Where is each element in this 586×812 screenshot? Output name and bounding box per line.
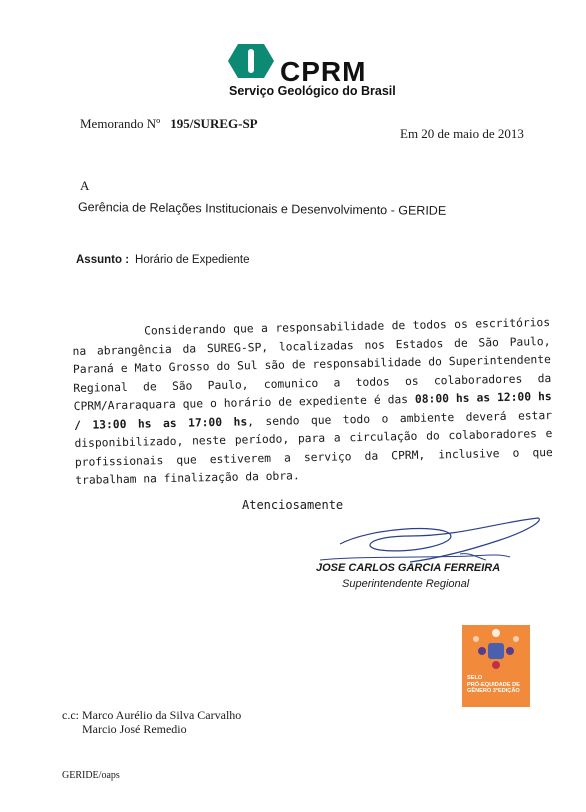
footer-reference: GERIDE/oaps [62, 770, 120, 781]
logo-subtitle: Serviço Geológico do Brasil [229, 84, 396, 98]
body-part2: , sendo que todo o ambiente deverá estar disponibilizado, neste período, para a circulação do colaboradores e profissionais que estiverem a serviço da CPRM, inclusive o que trabalham na finalização da obra. [74, 408, 553, 487]
cprm-logo-icon [228, 44, 274, 78]
memo-label: Memorando Nº [80, 116, 161, 131]
subject-line [76, 254, 249, 266]
memo-number: 195/SUREG-SP [170, 116, 258, 131]
signer-title: Superintendente Regional [342, 578, 470, 590]
carbon-copy [62, 708, 241, 736]
cc-first: Marco Aurélio da Silva Carvalho [82, 708, 242, 722]
cc-label: c.c: [62, 708, 79, 722]
seal-line3: GÊNERO 3ªEDIÇÃO [467, 688, 520, 695]
seal-text [467, 675, 529, 695]
body-hours: 08:00 hs as 12:00 hs / 13:00 hs as 17:00 hs [73, 389, 552, 432]
recipient-name: Gerência de Relações Institucionais e Desenvolvimento - GERIDE [77, 200, 447, 218]
body-part1: Considerando que a responsabilidade de todos os escritórios na abrangência da SUREG-SP, localizadas nos Estados de São Paulo, Paraná e Mato Grosso do Sul são de responsabilidade do Superintendente Regional de São Paulo, comunico a todos os colaboradores da CPRM/Araraquara que o horário de expediente é das [72, 315, 552, 413]
memo-body [72, 314, 553, 490]
logo-name: CPRM [280, 56, 367, 87]
memo-number-line [80, 116, 258, 132]
signer-name: JOSE CARLOS GARCIA FERREIRA [316, 562, 501, 574]
subject-value: Horário de Expediente [135, 254, 250, 266]
seal-line1: SELO [467, 675, 483, 681]
gender-equity-seal [462, 625, 530, 707]
closing: Atenciosamente [242, 498, 344, 512]
recipient-prefix: A [80, 178, 90, 193]
subject-label: Assunto : [76, 254, 130, 266]
memo-date: Em 20 de maio de 2013 [400, 126, 524, 141]
seal-emblem-icon [462, 625, 530, 675]
seal-line2: PRÓ-EQUIDADE DE [467, 681, 520, 688]
cc-second: Marcio José Remedio [82, 722, 187, 736]
